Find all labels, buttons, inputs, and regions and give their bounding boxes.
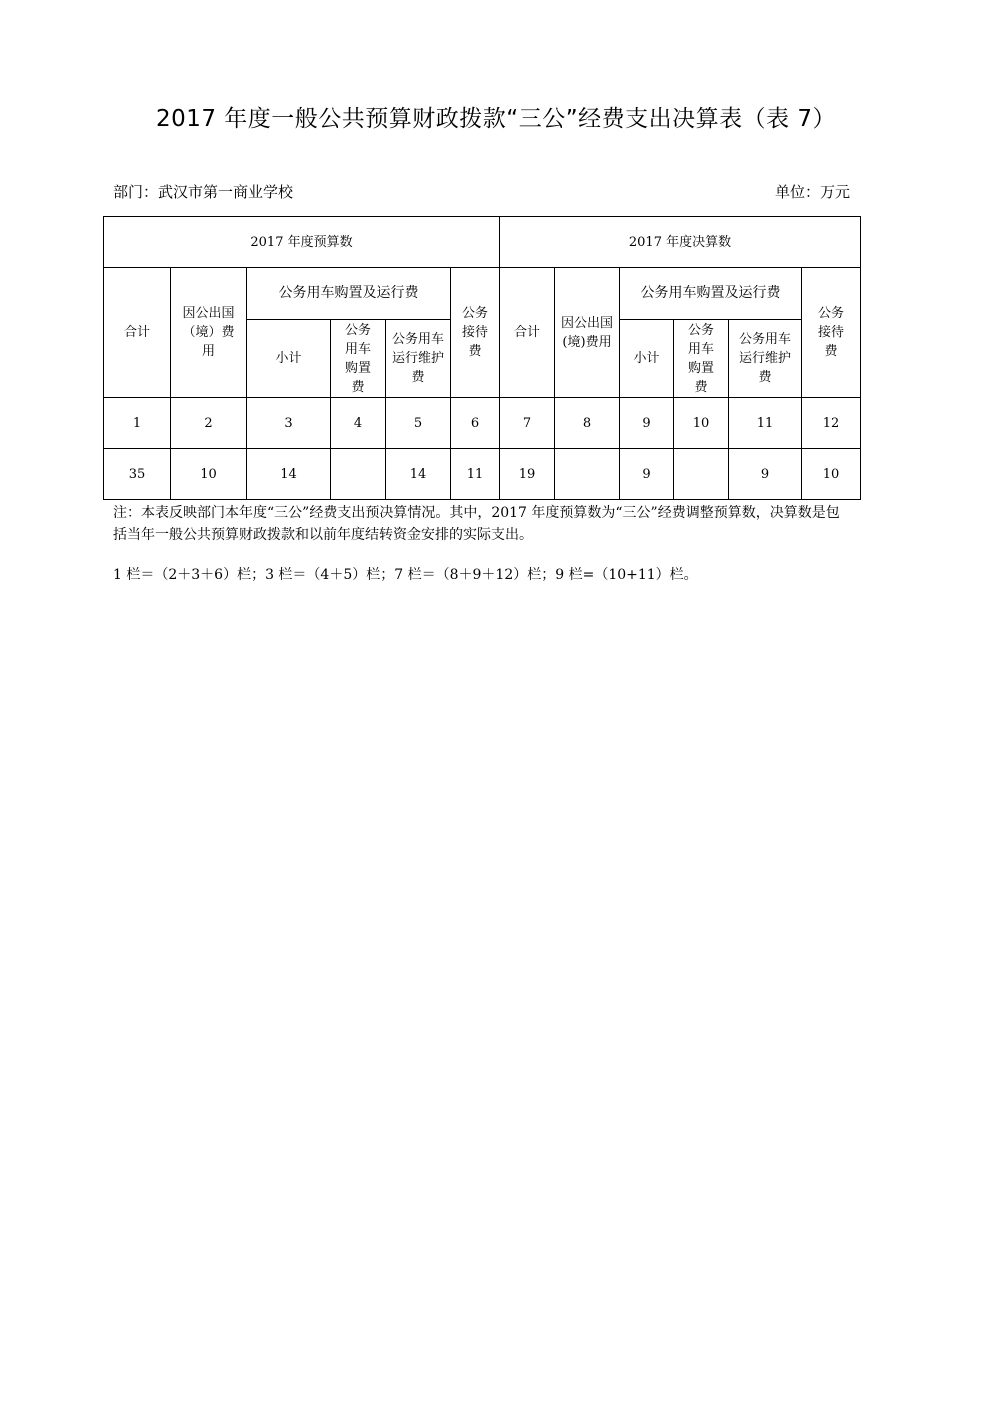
final-group-header: 2017 年度决算数 [500, 217, 861, 268]
column-number: 3 [247, 398, 331, 449]
budget-abroad-header: 因公出国（境）费用 [171, 268, 247, 398]
value-cell: 10 [802, 449, 861, 500]
final-subtotal-header: 小计 [620, 320, 674, 398]
budget-reception-header: 公务接待费 [451, 268, 500, 398]
final-abroad-header: 因公出国(境)费用 [555, 268, 620, 398]
final-reception-header: 公务接待费 [802, 268, 861, 398]
column-formula: 1 栏＝（2＋3＋6）栏；3 栏＝（4＋5）栏；7 栏＝（8＋9＋12）栏；9 栏=（10+11）栏。 [113, 567, 698, 583]
column-number: 4 [331, 398, 386, 449]
value-cell [555, 449, 620, 500]
column-number: 6 [451, 398, 500, 449]
value-cell: 10 [171, 449, 247, 500]
value-cell: 11 [451, 449, 500, 500]
budget-total-header: 合计 [104, 268, 171, 398]
column-number: 5 [386, 398, 451, 449]
column-number: 8 [555, 398, 620, 449]
column-number: 11 [729, 398, 802, 449]
department-label: 部门：武汉市第一商业学校 [113, 183, 294, 201]
value-cell: 35 [104, 449, 171, 500]
budget-subtotal-header: 小计 [247, 320, 331, 398]
value-cell: 14 [386, 449, 451, 500]
value-cell: 9 [729, 449, 802, 500]
final-total-header: 合计 [500, 268, 555, 398]
budget-purchase-header: 公务用车购置费 [331, 320, 386, 398]
column-number: 9 [620, 398, 674, 449]
column-number: 7 [500, 398, 555, 449]
expenditure-table [103, 216, 861, 500]
budget-vehicle-header: 公务用车购置及运行费 [247, 268, 451, 320]
final-operation-header: 公务用车运行维护费 [729, 320, 802, 398]
value-cell [674, 449, 729, 500]
table-note: 注：本表反映部门本年度“三公”经费支出预决算情况。其中，2017 年度预算数为“三公”经费调整预算数，决算数是包括当年一般公共预算财政拨款和以前年度结转资金安排的实际支出。 [113, 505, 840, 543]
value-row [104, 449, 861, 500]
value-cell: 9 [620, 449, 674, 500]
column-number: 10 [674, 398, 729, 449]
column-number: 1 [104, 398, 171, 449]
value-cell [331, 449, 386, 500]
final-vehicle-header: 公务用车购置及运行费 [620, 268, 802, 320]
value-cell: 19 [500, 449, 555, 500]
final-purchase-header: 公务用车购置费 [674, 320, 729, 398]
value-cell: 14 [247, 449, 331, 500]
column-number: 2 [171, 398, 247, 449]
column-number: 12 [802, 398, 861, 449]
budget-operation-header: 公务用车运行维护费 [386, 320, 451, 398]
page-title: 2017 年度一般公共预算财政拨款“三公”经费支出决算表（表 7） [155, 106, 837, 132]
unit-label: 单位：万元 [774, 183, 850, 201]
column-number-row [104, 398, 861, 449]
budget-group-header: 2017 年度预算数 [104, 217, 500, 268]
